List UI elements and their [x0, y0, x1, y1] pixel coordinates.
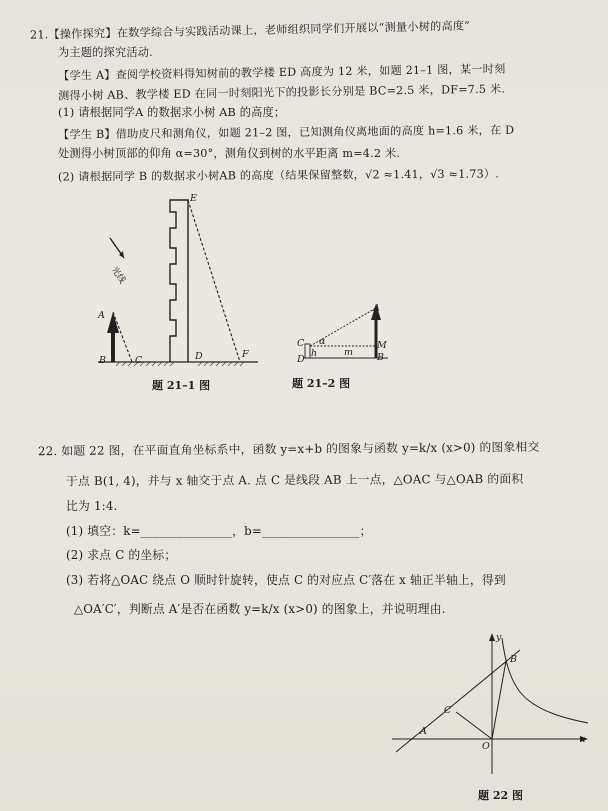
fig21-1-label-c: C [135, 355, 143, 366]
fig21-1-label-sunlight: 光线 [108, 265, 128, 286]
q22-line-1: 22. 如题 22 图，在平面直角坐标系中，函数 y=x+b 的图象与函数 y=k/x (x>0) 的图象相交 [37, 439, 540, 459]
sunray-ac [113, 312, 132, 362]
segment-oc [456, 712, 492, 739]
q21-line-4: 测得小树 AB、教学楼 ED 在同一时刻阳光下的投影长分别是 BC=2.5 米，DF=7.5 米. [57, 82, 506, 103]
fig21-2-caption: 题 21–2 图 [292, 377, 351, 390]
fig21-1-label-f: F [242, 349, 249, 360]
fig21-2-label-m-point: M [377, 340, 387, 351]
fig21-1-label-e: E [190, 193, 197, 204]
line-ab [396, 650, 520, 752]
fig22-label-y: y [496, 632, 502, 643]
fig21-2-label-m: m [344, 347, 354, 358]
fig21-2-label-a: A [373, 303, 380, 314]
q21-line-6: 【学生 B】借助皮尺和测角仪，如题 21–2 图，已知测角仪离地面的高度 h=1.6 米，在 D [57, 123, 515, 142]
fig21-1-label-d: D [195, 351, 203, 362]
q22-line-4: (1) 填空：k=_______________，b=________________； [66, 524, 372, 538]
q22-line-2: 于点 B(1, 4)，并与 x 轴交于点 A. 点 C 是线段 AB 上一点，△OAC 与△OAB 的面积 [65, 471, 524, 489]
fig22-label-x: x [580, 734, 586, 745]
fig21-2-label-c: C [297, 338, 305, 349]
figure-22 [388, 628, 594, 778]
q22-line-5: (2) 求点 C 的坐标； [66, 548, 177, 562]
q21-line-8: (2) 请根据同学 B 的数据求小树AB 的高度（结果保留整数，√2 ≈1.41，√3 ≈1.73）. [57, 167, 500, 184]
fig22-label-b: B [510, 654, 517, 665]
fig22-label-a: A [420, 726, 427, 737]
building-ed [170, 200, 188, 362]
fig21-2-label-d: D [297, 354, 305, 365]
q22-line-7: △OA′C′，判断点 A′是否在函数 y=k/x (x>0) 的图象上，并说明理由. [74, 602, 446, 616]
tree-trunk [111, 333, 115, 362]
fig22-label-c: C [444, 705, 452, 716]
fig21-2-label-h: h [311, 348, 318, 359]
y-axis-arrow [489, 633, 495, 641]
fig21-1-caption: 题 21–1 图 [152, 379, 211, 392]
hyperbola-curve [502, 638, 588, 723]
q21-line-3: 【学生 A】查阅学校资料得知树前的教学楼 ED 高度为 12 米，如题 21–1 图，某一时刻 [57, 62, 506, 83]
fig22-label-o: O [482, 741, 490, 752]
fig21-1-label-a: A [98, 310, 105, 321]
angle-instrument [305, 344, 310, 358]
fig21-1-label-b: B [99, 355, 106, 366]
q21-line-1: 21.【操作探究】在数学综合与实践活动课上，老师组织同学们开展以“测量小树的高度” [29, 19, 471, 42]
fig22-caption: 题 22 图 [478, 789, 523, 802]
fig21-2-label-b: B [377, 352, 384, 363]
segment-ob [492, 661, 506, 739]
sunray-ef [188, 200, 240, 362]
q21-line-5: (1) 请根据同学A 的数据求小树 AB 的高度； [58, 106, 286, 119]
q22-line-3: 比为 1:4. [66, 499, 118, 513]
q21-line-2: 为主题的探究活动. [58, 46, 153, 59]
q22-line-6: (3) 若将△OAC 绕点 O 顺时针旋转，使点 C 的对应点 C′落在 x 轴正半轴上，得到 [66, 573, 506, 587]
figure-21-1 [90, 188, 275, 393]
q21-line-7: 处测得小树顶部的仰角 α=30°，测角仪到树的水平距离 m=4.2 米. [58, 147, 401, 160]
fig21-2-label-alpha: α [319, 336, 326, 347]
